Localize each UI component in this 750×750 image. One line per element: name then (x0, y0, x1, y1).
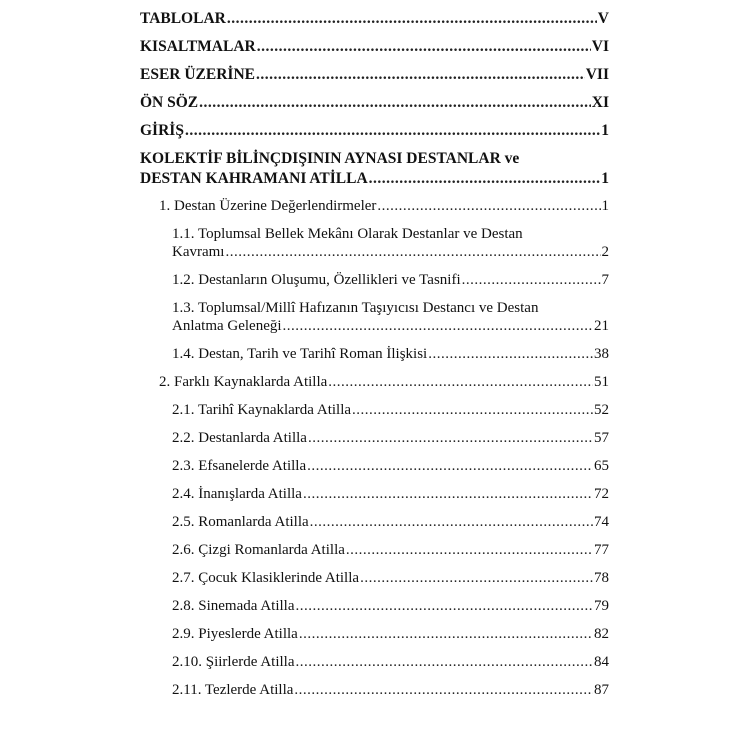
toc-entry-title: 1.4. Destan, Tarih ve Tarihî Roman İlişkisi (172, 346, 428, 362)
toc-leader-dots (328, 374, 593, 391)
toc-entry-title: 2.1. Tarihî Kaynaklarda Atilla (172, 402, 352, 418)
toc-entry-section-2-1[interactable] (172, 402, 609, 419)
toc-leader-dots (199, 94, 591, 111)
toc-leader-dots (303, 486, 593, 503)
toc-page-number: 72 (594, 486, 609, 502)
toc-page-number: 87 (594, 682, 609, 698)
toc-entry-title: 1.2. Destanların Oluşumu, Özellikleri ve Tasnifi (172, 272, 461, 288)
toc-leader-dots (294, 682, 593, 699)
toc-page-number: 57 (594, 430, 609, 446)
toc-leader-dots (256, 66, 585, 83)
toc-entry-on-soz[interactable] (140, 94, 609, 111)
toc-page-number: 79 (594, 598, 609, 614)
toc-entry-title: 2.8. Sinemada Atilla (172, 598, 295, 614)
toc-entry-giris[interactable] (140, 122, 609, 139)
toc-entry-section-1[interactable] (159, 198, 609, 215)
toc-entry-section-2-7[interactable] (172, 570, 609, 587)
toc-entry-title: 2.2. Destanlarda Atilla (172, 430, 307, 446)
toc-leader-dots (346, 542, 593, 559)
toc-page-number: 2 (601, 244, 609, 260)
toc-leader-dots (462, 272, 601, 289)
toc-entry-tablolar[interactable] (140, 10, 609, 27)
toc-entry-title: KISALTMALAR (140, 38, 256, 55)
toc-chapter-title-line1[interactable]: KOLEKTİF BİLİNÇDIŞININ AYNASI DESTANLAR ve (140, 150, 520, 167)
toc-page-number: 84 (594, 654, 609, 670)
toc-entry-section-2-2[interactable] (172, 430, 609, 447)
toc-leader-dots (308, 430, 593, 447)
toc-entry-section-1-3[interactable] (172, 318, 609, 335)
toc-entry-section-2-10[interactable] (172, 654, 609, 671)
toc-entry-section-2-6[interactable] (172, 542, 609, 559)
toc-page-number: 1 (601, 198, 609, 214)
toc-entry-title: TABLOLAR (140, 10, 226, 27)
toc-entry-section-2[interactable] (159, 374, 609, 391)
toc-entry-title: 1. Destan Üzerine Değerlendirmeler (159, 198, 377, 214)
toc-entry-section-1-4[interactable] (172, 346, 609, 363)
toc-entry-title: 2.5. Romanlarda Atilla (172, 514, 309, 530)
toc-page-number: 38 (594, 346, 609, 362)
toc-page-number: 78 (594, 570, 609, 586)
toc-page-number: 74 (594, 514, 609, 530)
toc-page-number: VII (585, 66, 609, 83)
toc-entry-kisaltmalar[interactable] (140, 38, 609, 55)
toc-page-number: 7 (601, 272, 609, 288)
toc-entry-title: Anlatma Geleneği (172, 318, 282, 334)
toc-entry-title: ÖN SÖZ (140, 94, 199, 111)
toc-page-number: 77 (594, 542, 609, 558)
toc-leader-dots (377, 198, 600, 215)
toc-page-number: 52 (594, 402, 609, 418)
toc-leader-dots (295, 598, 593, 615)
toc-page-number: 21 (594, 318, 609, 334)
toc-entry-title: 2.11. Tezlerde Atilla (172, 682, 294, 698)
toc-leader-dots (369, 170, 601, 187)
toc-leader-dots (257, 38, 591, 55)
toc-leader-dots (225, 244, 600, 261)
toc-page-number: XI (591, 94, 609, 111)
toc-entry-title: 2.3. Efsanelerde Atilla (172, 458, 307, 474)
toc-leader-dots (307, 458, 593, 475)
toc-entry-section-2-5[interactable] (172, 514, 609, 531)
toc-entry-title: 2.6. Çizgi Romanlarda Atilla (172, 542, 345, 558)
toc-leader-dots (352, 402, 593, 419)
toc-entry-section-2-3[interactable] (172, 458, 609, 475)
toc-entry-section-1-1[interactable] (172, 244, 609, 261)
toc-leader-dots (283, 318, 593, 335)
toc-leader-dots (310, 514, 593, 531)
toc-entry-section-2-9[interactable] (172, 626, 609, 643)
toc-entry-section-2-4[interactable] (172, 486, 609, 503)
toc-page-number: 65 (594, 458, 609, 474)
toc-entry-eser-uzerine[interactable] (140, 66, 609, 83)
toc-entry-section-1-2[interactable] (172, 272, 609, 289)
toc-leader-dots (185, 122, 600, 139)
toc-entry-section-2-8[interactable] (172, 598, 609, 615)
toc-entry-title: GİRİŞ (140, 122, 184, 139)
toc-entry-title: 2.10. Şiirlerde Atilla (172, 654, 295, 670)
toc-page-number: V (597, 10, 609, 27)
toc-entry-kolektif-bilincdisi[interactable] (140, 170, 609, 187)
toc-entry-title: 2. Farklı Kaynaklarda Atilla (159, 374, 328, 390)
toc-page-number: 1 (601, 122, 609, 139)
toc-subsection-title-line1[interactable]: 1.1. Toplumsal Bellek Mekânı Olarak Destanlar ve Destan (172, 226, 523, 242)
toc-entry-title: DESTAN KAHRAMANI ATİLLA (140, 170, 368, 187)
toc-entry-title: 2.9. Piyeslerde Atilla (172, 626, 298, 642)
toc-page-number: 51 (594, 374, 609, 390)
toc-entry-title: 2.7. Çocuk Klasiklerinde Atilla (172, 570, 360, 586)
toc-leader-dots (299, 626, 593, 643)
toc-leader-dots (428, 346, 593, 363)
toc-leader-dots (227, 10, 597, 27)
toc-leader-dots (295, 654, 593, 671)
toc-entry-section-2-11[interactable] (172, 682, 609, 699)
toc-page-number: VI (591, 38, 609, 55)
toc-leader-dots (360, 570, 593, 587)
toc-subsection-title-line1[interactable]: 1.3. Toplumsal/Millî Hafızanın Taşıyıcısı Destancı ve Destan (172, 300, 539, 316)
toc-entry-title: Kavramı (172, 244, 225, 260)
toc-page-number: 1 (601, 170, 609, 187)
toc-page-number: 82 (594, 626, 609, 642)
toc-entry-title: 2.4. İnanışlarda Atilla (172, 486, 302, 502)
toc-entry-title: ESER ÜZERİNE (140, 66, 255, 83)
